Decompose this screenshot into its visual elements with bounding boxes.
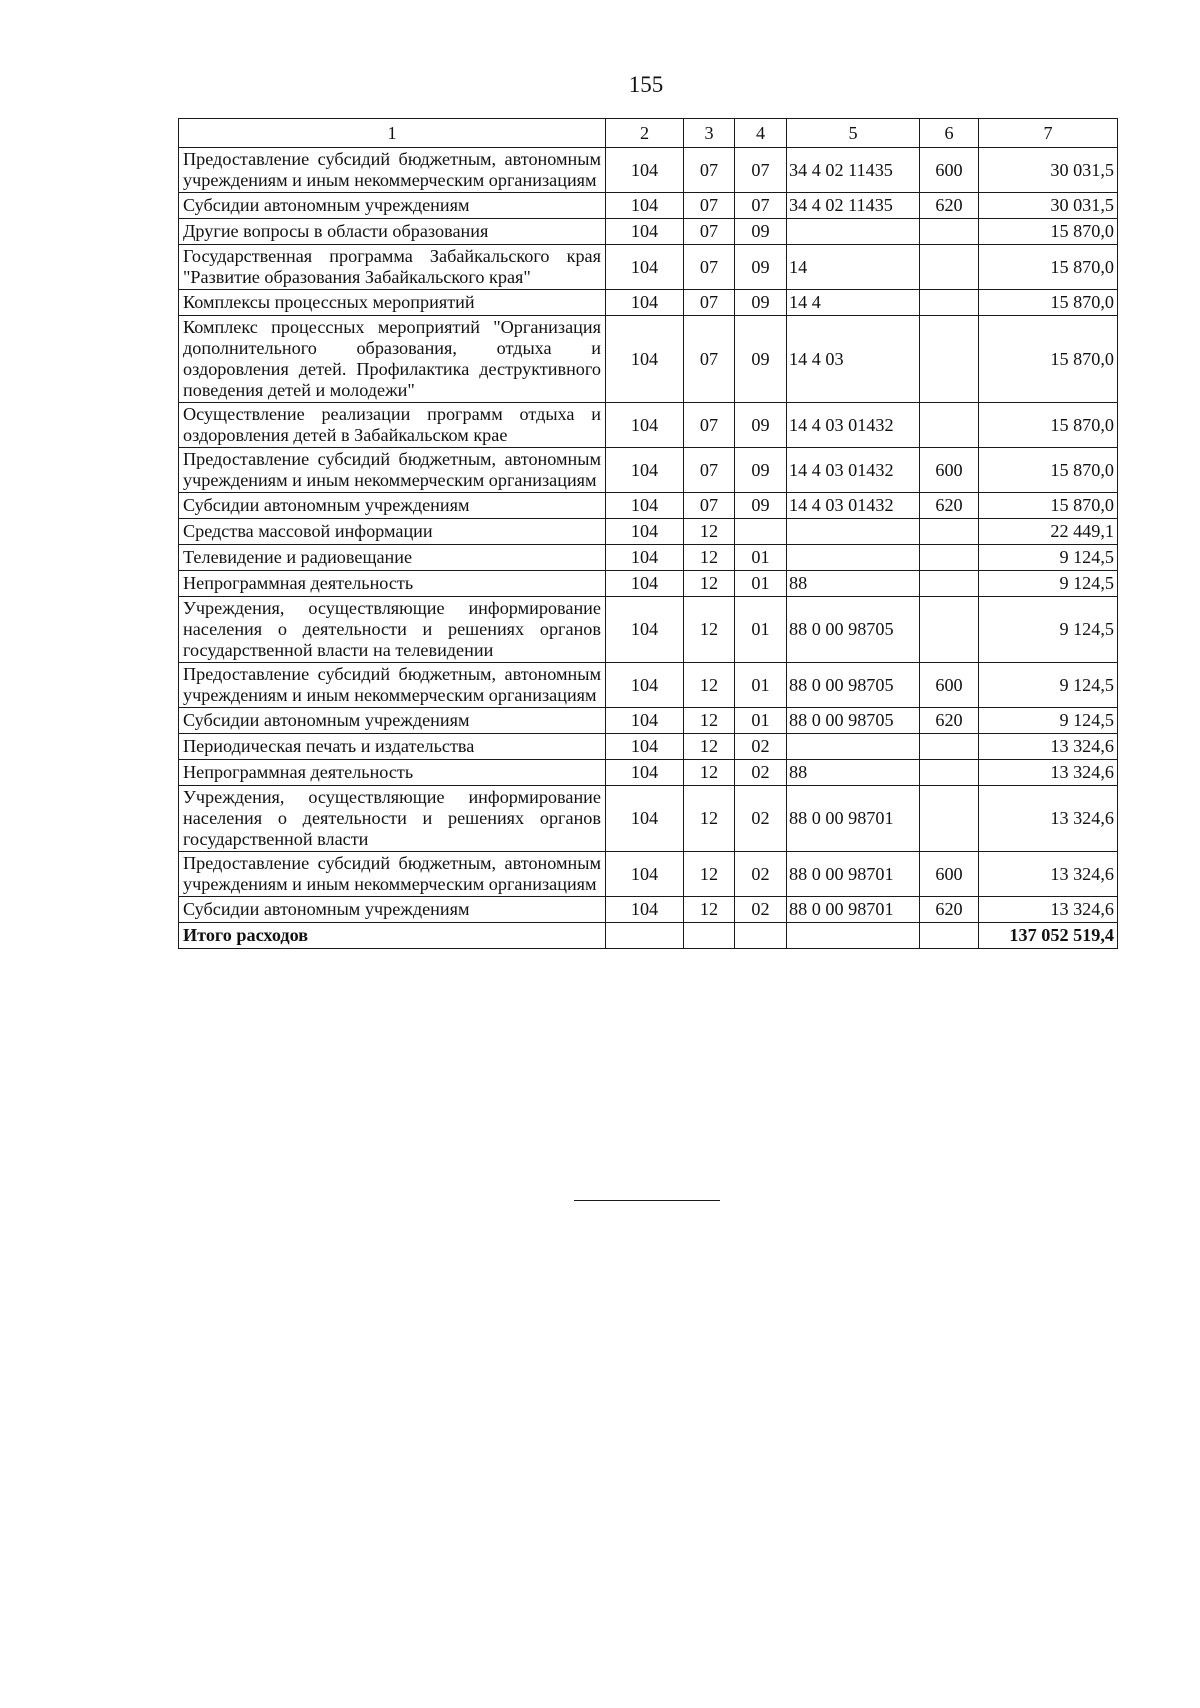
cell-code-3: 12 <box>684 786 735 852</box>
cell-code-2: 104 <box>606 290 684 316</box>
cell-amount: 13 324,6 <box>979 760 1118 786</box>
cell-code-4: 01 <box>735 708 787 734</box>
cell-empty <box>735 923 787 949</box>
cell-code-2: 104 <box>606 571 684 597</box>
table-row <box>179 760 1118 786</box>
cell-code-5: 88 0 00 98701 <box>787 786 920 852</box>
cell-code-3: 12 <box>684 519 735 545</box>
cell-code-5: 88 0 00 98705 <box>787 663 920 708</box>
cell-code-6 <box>920 571 979 597</box>
cell-code-4: 02 <box>735 897 787 923</box>
cell-code-3: 07 <box>684 219 735 245</box>
table-row <box>179 545 1118 571</box>
cell-code-6 <box>920 316 979 403</box>
cell-code-2: 104 <box>606 219 684 245</box>
row-name: Субсидии автономным учреждениям <box>179 493 606 519</box>
cell-code-3: 12 <box>684 663 735 708</box>
cell-code-6 <box>920 786 979 852</box>
page-number: 155 <box>628 72 664 97</box>
cell-amount: 15 870,0 <box>979 448 1118 493</box>
cell-code-6 <box>920 290 979 316</box>
row-name: Комплексы процессных мероприятий <box>179 290 606 316</box>
cell-code-3: 07 <box>684 448 735 493</box>
row-name: Предоставление субсидий бюджетным, автономным учреждениям и иным некоммерческим организациям <box>179 663 606 708</box>
cell-code-4: 09 <box>735 493 787 519</box>
cell-amount: 13 324,6 <box>979 852 1118 897</box>
cell-code-5: 34 4 02 11435 <box>787 193 920 219</box>
column-header: 5 <box>787 119 920 148</box>
cell-code-6 <box>920 519 979 545</box>
table-row <box>179 219 1118 245</box>
cell-code-3: 12 <box>684 852 735 897</box>
cell-code-6 <box>920 245 979 290</box>
cell-code-6: 600 <box>920 148 979 193</box>
table-row <box>179 708 1118 734</box>
cell-code-5: 88 0 00 98705 <box>787 597 920 663</box>
cell-code-4 <box>735 519 787 545</box>
cell-code-4: 02 <box>735 760 787 786</box>
table-row <box>179 493 1118 519</box>
cell-code-2: 104 <box>606 760 684 786</box>
total-row <box>179 923 1118 949</box>
cell-amount: 9 124,5 <box>979 663 1118 708</box>
cell-code-6 <box>920 597 979 663</box>
table-row <box>179 734 1118 760</box>
cell-amount: 15 870,0 <box>979 403 1118 448</box>
cell-amount: 15 870,0 <box>979 316 1118 403</box>
table-header-row <box>179 119 1118 148</box>
cell-code-2: 104 <box>606 734 684 760</box>
cell-code-4: 02 <box>735 734 787 760</box>
cell-code-4: 07 <box>735 148 787 193</box>
total-amount: 137 052 519,4 <box>979 923 1118 949</box>
table-row <box>179 403 1118 448</box>
cell-empty <box>920 923 979 949</box>
cell-code-3: 12 <box>684 734 735 760</box>
table-row <box>179 448 1118 493</box>
cell-code-3: 12 <box>684 545 735 571</box>
cell-code-3: 07 <box>684 316 735 403</box>
row-name: Субсидии автономным учреждениям <box>179 897 606 923</box>
cell-code-6: 600 <box>920 448 979 493</box>
cell-code-5: 88 0 00 98705 <box>787 708 920 734</box>
cell-amount: 9 124,5 <box>979 597 1118 663</box>
cell-code-3: 07 <box>684 290 735 316</box>
cell-code-3: 07 <box>684 245 735 290</box>
table-row <box>179 571 1118 597</box>
cell-code-2: 104 <box>606 448 684 493</box>
cell-amount: 15 870,0 <box>979 219 1118 245</box>
table-row <box>179 897 1118 923</box>
cell-code-6: 620 <box>920 897 979 923</box>
cell-code-2: 104 <box>606 193 684 219</box>
cell-code-6: 620 <box>920 493 979 519</box>
cell-amount: 9 124,5 <box>979 545 1118 571</box>
cell-code-2: 104 <box>606 403 684 448</box>
cell-amount: 22 449,1 <box>979 519 1118 545</box>
cell-empty <box>606 923 684 949</box>
cell-code-2: 104 <box>606 316 684 403</box>
cell-code-6 <box>920 545 979 571</box>
cell-code-4: 02 <box>735 786 787 852</box>
cell-code-3: 07 <box>684 148 735 193</box>
end-of-table-rule <box>574 1200 720 1201</box>
cell-code-6 <box>920 219 979 245</box>
column-header: 2 <box>606 119 684 148</box>
row-name: Осуществление реализации программ отдыха и оздоровления детей в Забайкальском крае <box>179 403 606 448</box>
cell-code-5: 34 4 02 11435 <box>787 148 920 193</box>
column-header: 6 <box>920 119 979 148</box>
cell-code-5 <box>787 519 920 545</box>
cell-amount: 13 324,6 <box>979 734 1118 760</box>
table-row <box>179 316 1118 403</box>
cell-empty <box>787 923 920 949</box>
cell-code-5: 14 4 03 01432 <box>787 448 920 493</box>
cell-code-2: 104 <box>606 852 684 897</box>
table-row <box>179 148 1118 193</box>
cell-code-5: 14 4 03 <box>787 316 920 403</box>
table-row <box>179 786 1118 852</box>
table-row <box>179 193 1118 219</box>
cell-code-2: 104 <box>606 148 684 193</box>
cell-code-4: 01 <box>735 597 787 663</box>
cell-code-6: 620 <box>920 708 979 734</box>
column-header: 3 <box>684 119 735 148</box>
cell-code-5: 88 0 00 98701 <box>787 852 920 897</box>
cell-code-2: 104 <box>606 545 684 571</box>
cell-amount: 30 031,5 <box>979 193 1118 219</box>
cell-amount: 15 870,0 <box>979 493 1118 519</box>
cell-code-2: 104 <box>606 597 684 663</box>
total-label: Итого расходов <box>179 923 606 949</box>
row-name: Комплекс процессных мероприятий "Организация дополнительного образования, отдыха и оздоровления детей. Профилактика деструктивного поведения детей и молодежи" <box>179 316 606 403</box>
table-row <box>179 597 1118 663</box>
cell-code-5: 14 4 03 01432 <box>787 493 920 519</box>
row-name: Предоставление субсидий бюджетным, автономным учреждениям и иным некоммерческим организациям <box>179 448 606 493</box>
cell-amount: 15 870,0 <box>979 290 1118 316</box>
cell-code-6: 620 <box>920 193 979 219</box>
cell-code-3: 07 <box>684 403 735 448</box>
cell-amount: 13 324,6 <box>979 897 1118 923</box>
cell-code-6 <box>920 760 979 786</box>
cell-code-5: 14 <box>787 245 920 290</box>
table-row <box>179 852 1118 897</box>
cell-code-6 <box>920 734 979 760</box>
cell-code-6: 600 <box>920 852 979 897</box>
column-header: 1 <box>179 119 606 148</box>
row-name: Непрограммная деятельность <box>179 571 606 597</box>
cell-code-5: 88 0 00 98701 <box>787 897 920 923</box>
column-header: 4 <box>735 119 787 148</box>
cell-code-4: 09 <box>735 245 787 290</box>
cell-code-5: 88 <box>787 571 920 597</box>
cell-code-2: 104 <box>606 245 684 290</box>
cell-code-5 <box>787 219 920 245</box>
cell-empty <box>684 923 735 949</box>
cell-code-4: 02 <box>735 852 787 897</box>
budget-table <box>178 118 1118 949</box>
cell-code-3: 12 <box>684 897 735 923</box>
cell-code-5: 14 4 03 01432 <box>787 403 920 448</box>
row-name: Непрограммная деятельность <box>179 760 606 786</box>
cell-code-4: 01 <box>735 571 787 597</box>
cell-code-4: 01 <box>735 545 787 571</box>
row-name: Периодическая печать и издательства <box>179 734 606 760</box>
row-name: Государственная программа Забайкальского края "Развитие образования Забайкальского края" <box>179 245 606 290</box>
table-row <box>179 290 1118 316</box>
cell-code-2: 104 <box>606 786 684 852</box>
cell-code-4: 09 <box>735 448 787 493</box>
cell-amount: 9 124,5 <box>979 571 1118 597</box>
cell-code-4: 09 <box>735 219 787 245</box>
row-name: Другие вопросы в области образования <box>179 219 606 245</box>
cell-amount: 15 870,0 <box>979 245 1118 290</box>
row-name: Учреждения, осуществляющие информирование населения о деятельности и решениях органов государственной власти на телевидении <box>179 597 606 663</box>
cell-code-2: 104 <box>606 897 684 923</box>
row-name: Предоставление субсидий бюджетным, автономным учреждениям и иным некоммерческим организациям <box>179 852 606 897</box>
cell-code-6 <box>920 403 979 448</box>
cell-code-4: 09 <box>735 316 787 403</box>
row-name: Субсидии автономным учреждениям <box>179 193 606 219</box>
column-header: 7 <box>979 119 1118 148</box>
cell-code-3: 12 <box>684 708 735 734</box>
cell-code-3: 12 <box>684 760 735 786</box>
row-name: Средства массовой информации <box>179 519 606 545</box>
table-row <box>179 663 1118 708</box>
cell-code-5: 88 <box>787 760 920 786</box>
cell-code-5 <box>787 545 920 571</box>
row-name: Телевидение и радиовещание <box>179 545 606 571</box>
cell-code-2: 104 <box>606 519 684 545</box>
cell-amount: 30 031,5 <box>979 148 1118 193</box>
cell-code-4: 09 <box>735 290 787 316</box>
cell-amount: 9 124,5 <box>979 708 1118 734</box>
cell-code-3: 12 <box>684 571 735 597</box>
cell-code-4: 01 <box>735 663 787 708</box>
cell-code-3: 07 <box>684 493 735 519</box>
cell-code-6: 600 <box>920 663 979 708</box>
cell-code-3: 07 <box>684 193 735 219</box>
table-row <box>179 519 1118 545</box>
cell-code-2: 104 <box>606 708 684 734</box>
row-name: Предоставление субсидий бюджетным, автономным учреждениям и иным некоммерческим организациям <box>179 148 606 193</box>
cell-code-3: 12 <box>684 597 735 663</box>
cell-code-4: 09 <box>735 403 787 448</box>
row-name: Субсидии автономным учреждениям <box>179 708 606 734</box>
table-row <box>179 245 1118 290</box>
cell-code-2: 104 <box>606 663 684 708</box>
cell-amount: 13 324,6 <box>979 786 1118 852</box>
row-name: Учреждения, осуществляющие информирование населения о деятельности и решениях органов государственной власти <box>179 786 606 852</box>
cell-code-5: 14 4 <box>787 290 920 316</box>
cell-code-2: 104 <box>606 493 684 519</box>
cell-code-4: 07 <box>735 193 787 219</box>
cell-code-5 <box>787 734 920 760</box>
